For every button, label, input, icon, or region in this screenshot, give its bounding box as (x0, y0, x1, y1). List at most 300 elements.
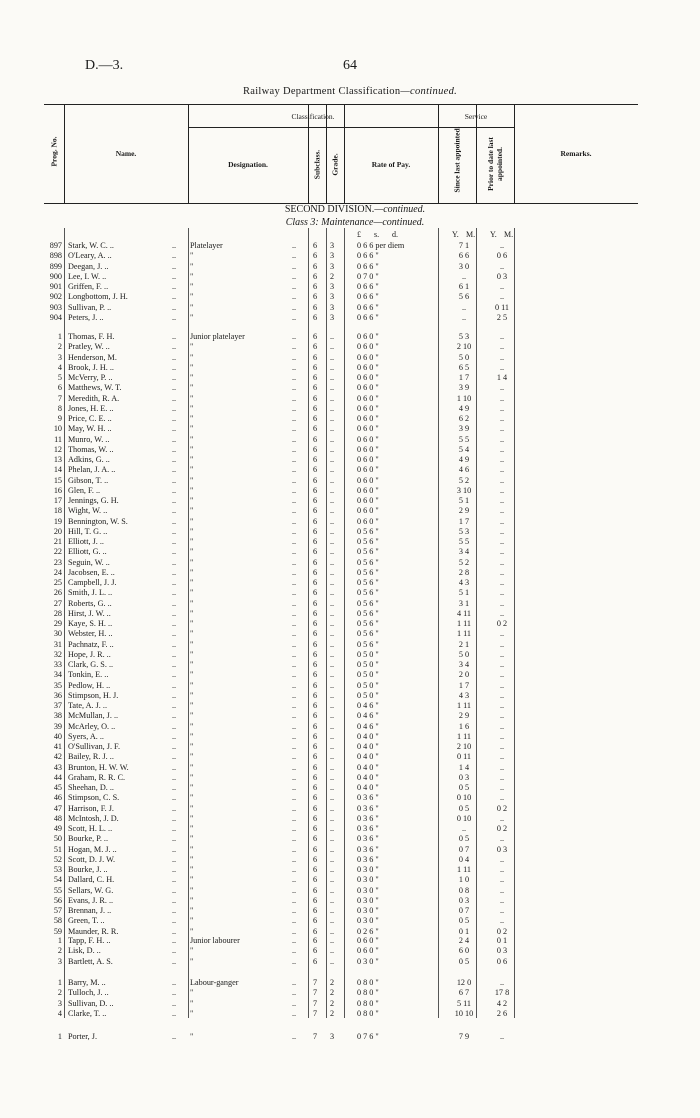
prog-no-cell: 30 (53, 629, 62, 639)
since-last-appointed-cell: 1 11 (456, 701, 472, 710)
prior-to-last-appointed-cell: 2 5 (496, 312, 508, 322)
table-row (0, 916, 700, 926)
rate-of-pay-cell: 0 5 6 " (357, 639, 379, 649)
rate-of-pay-cell: 0 6 0 " (357, 496, 379, 505)
since-last-appointed-cell: 5 3 (458, 332, 470, 341)
leader-dots: .. (292, 475, 297, 485)
employee-name-cell: Deegan, J. .. (68, 261, 109, 271)
since-last-appointed-cell: 0 3 (458, 895, 470, 905)
employee-name-cell: Jennings, G. H. (68, 496, 119, 505)
table-row (0, 896, 700, 906)
subclass-cell: 6 (312, 660, 318, 669)
designation-cell: " (190, 547, 194, 557)
employee-name-cell: Clark, G. S. .. (68, 660, 114, 669)
designation-cell: Platelayer (190, 241, 223, 250)
prior-to-last-appointed-cell: .. (499, 608, 505, 618)
rate-of-pay-cell: 0 3 0 " (357, 875, 379, 885)
grade-cell: .. (329, 721, 335, 731)
subclass-cell: 6 (312, 434, 318, 444)
prog-no-cell: 19 (53, 516, 62, 526)
rate-of-pay-cell: 0 6 6 per diem (357, 241, 405, 250)
leader-dots: .. (292, 772, 297, 782)
prog-no-cell: 40 (53, 731, 62, 741)
prog-no-cell: 9 (57, 414, 62, 423)
prog-no-cell: 37 (53, 701, 62, 710)
table-row (0, 978, 700, 988)
prog-no-cell: 34 (53, 670, 62, 680)
rate-of-pay-cell: 0 3 0 " (357, 956, 379, 966)
leader-dots: .. (172, 844, 177, 854)
section-heading (190, 204, 520, 215)
prog-no-cell: 31 (53, 639, 62, 649)
employee-name-cell: Wight, W. .. (68, 506, 108, 516)
rate-of-pay-cell: 0 6 6 " (357, 302, 379, 312)
prog-no-cell: 41 (53, 742, 62, 751)
subclass-cell: 6 (312, 803, 318, 813)
prior-to-last-appointed-cell: .. (499, 282, 505, 291)
table-row (0, 875, 700, 885)
subclass-cell: 6 (312, 762, 318, 772)
table-row (0, 445, 700, 455)
prior-to-last-appointed-cell: .. (499, 885, 505, 895)
since-last-appointed-cell: 1 7 (458, 516, 470, 526)
rate-of-pay-cell: 0 3 6 " (357, 834, 379, 844)
rate-of-pay-cell: 0 5 6 " (357, 537, 379, 546)
grade-cell: .. (329, 875, 335, 885)
leader-dots: .. (292, 403, 297, 413)
prog-no-cell: 18 (53, 506, 62, 516)
leader-dots: .. (172, 803, 177, 813)
employee-name-cell: Phelan, J. A. .. (68, 465, 116, 475)
leader-dots: .. (292, 434, 297, 444)
subclass-cell: 6 (312, 813, 318, 823)
table-row (0, 414, 700, 424)
leader-dots: .. (292, 793, 297, 803)
subclass-cell: 6 (312, 383, 318, 393)
leader-dots: .. (172, 793, 177, 803)
since-last-appointed-cell: 1 6 (458, 721, 470, 731)
prior-to-last-appointed-cell: .. (499, 567, 505, 577)
prior-to-last-appointed-cell: .. (499, 762, 505, 772)
name-header: Name. (115, 149, 137, 158)
prog-no-cell: 899 (49, 261, 62, 271)
subclass-cell: 6 (312, 824, 318, 833)
table-row (0, 650, 700, 660)
rate-of-pay-cell: 0 5 0 " (357, 690, 379, 700)
leader-dots: .. (292, 393, 297, 403)
employee-name-cell: Hill, T. G. .. (68, 526, 108, 536)
subclass-cell: 6 (312, 465, 318, 475)
page-title (0, 86, 700, 97)
subclass-cell: 6 (312, 588, 318, 598)
prog-no-cell: 2 (57, 342, 62, 352)
leader-dots: .. (292, 241, 297, 250)
grade-cell: .. (329, 537, 335, 546)
unit-pence: d. (392, 230, 398, 239)
subclass-cell: 6 (312, 455, 318, 464)
employee-name-cell: Brook, J. H. .. (68, 362, 114, 372)
prog-no-cell: 20 (53, 526, 62, 536)
leader-dots: .. (172, 639, 177, 649)
prog-no-cell: 12 (53, 444, 62, 454)
designation-cell: " (190, 1008, 194, 1018)
prog-no-cell: 53 (53, 865, 62, 874)
employee-name-cell: Thomas, W. .. (68, 444, 114, 454)
rate-of-pay-cell: 0 5 0 " (357, 680, 379, 690)
designation-cell: " (190, 783, 194, 792)
prior-to-last-appointed-cell: .. (499, 906, 505, 915)
since-last-appointed-cell: 6 7 (458, 988, 470, 998)
subclass-cell: 6 (312, 362, 318, 372)
since-last-appointed-cell: 4 3 (458, 578, 470, 587)
designation-cell: " (190, 946, 194, 956)
prior-to-last-appointed-cell: .. (499, 292, 505, 302)
prog-no-cell: 903 (49, 302, 62, 312)
leader-dots: .. (292, 444, 297, 454)
since-last-appointed-cell: 6 2 (458, 414, 470, 423)
leader-dots: .. (292, 649, 297, 659)
employee-name-cell: Jones, H. E. .. (68, 403, 114, 413)
subclass-cell: 7 (312, 1032, 318, 1041)
employee-name-cell: Hogan, M. J. .. (68, 844, 117, 854)
rate-of-pay-cell: 0 3 6 " (357, 793, 379, 803)
grade-cell: .. (329, 916, 335, 926)
employee-name-cell: Gibson, T. .. (68, 475, 109, 485)
rate-of-pay-cell: 0 6 6 " (357, 282, 379, 291)
prog-no-cell: 17 (53, 496, 62, 505)
subclass-cell: 6 (312, 241, 318, 250)
prog-no-cell: 900 (49, 271, 62, 281)
employee-name-cell: Sheehan, D. .. (68, 783, 114, 792)
leader-dots: .. (172, 352, 177, 362)
grade-cell: .. (329, 690, 335, 700)
grade-cell: .. (329, 834, 335, 844)
leader-dots: .. (172, 854, 177, 864)
table-row (0, 886, 700, 896)
since-last-appointed-cell: 7 9 (458, 1032, 470, 1041)
rate-of-pay-cell: 0 6 0 " (357, 414, 379, 423)
leader-dots: .. (292, 342, 297, 352)
employee-name-cell: Meredith, R. A. (68, 393, 120, 403)
leader-dots: .. (172, 956, 177, 966)
leader-dots: .. (292, 916, 297, 926)
table-row (0, 465, 700, 475)
table-row (0, 793, 700, 803)
prog-no-cell: 2 (57, 946, 62, 956)
designation-cell: " (190, 680, 194, 690)
leader-dots: .. (172, 485, 177, 495)
leader-dots: .. (172, 711, 177, 721)
employee-name-cell: Scott, D. J. W. (68, 854, 116, 864)
leader-dots: .. (292, 834, 297, 844)
subclass-cell: 6 (312, 690, 318, 700)
leader-dots: .. (292, 926, 297, 936)
subclass-cell: 6 (312, 793, 318, 803)
prior-to-last-appointed-cell: 1 4 (496, 373, 508, 382)
designation-cell: " (190, 393, 194, 403)
rate-of-pay-cell: 0 4 0 " (357, 731, 379, 741)
subclass-cell: 7 (312, 978, 318, 987)
prog-no-cell: 51 (53, 844, 62, 854)
prior-to-last-appointed-cell: .. (499, 342, 505, 352)
subclass-header: Subclass. (312, 149, 322, 180)
leader-dots: .. (292, 660, 297, 669)
table-row (0, 691, 700, 701)
employee-name-cell: Stark, W. C. .. (68, 241, 114, 250)
employee-name-cell: O'Sullivan, J. F. (68, 742, 120, 751)
rate-of-pay-cell: 0 5 0 " (357, 649, 379, 659)
table-row (0, 957, 700, 967)
leader-dots: .. (292, 465, 297, 475)
designation-cell: " (190, 988, 194, 998)
designation-cell: " (190, 465, 194, 475)
since-last-appointed-cell: 6 1 (458, 282, 470, 291)
designation-cell: " (190, 752, 194, 762)
rate-of-pay-cell: 0 3 6 " (357, 854, 379, 864)
subclass-cell: 6 (312, 885, 318, 895)
employee-name-cell: Roberts, G. .. (68, 598, 112, 608)
grade-cell: .. (329, 373, 335, 382)
since-last-appointed-cell: 2 10 (456, 742, 472, 751)
employee-name-cell: Munro, W. .. (68, 434, 110, 444)
subclass-cell: 6 (312, 783, 318, 792)
leader-dots: .. (292, 271, 297, 281)
subclass-cell: 6 (312, 414, 318, 423)
section-continued: —continued. (374, 204, 426, 215)
prog-no-cell: 1 (57, 332, 62, 341)
table-row (0, 855, 700, 865)
grade-cell: .. (329, 403, 335, 413)
designation-cell: " (190, 261, 194, 271)
prior-to-last-appointed-cell: .. (499, 485, 505, 495)
employee-name-cell: Porter, J. (68, 1032, 98, 1041)
prog-no-cell: 47 (53, 803, 62, 813)
leader-dots: .. (292, 373, 297, 382)
since-last-appointed-cell: 3 1 (458, 598, 470, 608)
rate-of-pay-cell: 0 8 0 " (357, 978, 379, 987)
subclass-cell: 6 (312, 292, 318, 302)
grade-cell: 3 (329, 241, 335, 250)
leader-dots: .. (172, 557, 177, 567)
leader-dots: .. (172, 282, 177, 291)
leader-dots: .. (292, 844, 297, 854)
rate-of-pay-cell: 0 4 6 " (357, 721, 379, 731)
prog-no-cell: 57 (53, 906, 62, 915)
employee-name-cell: Elliott, G. .. (68, 547, 107, 557)
rate-of-pay-cell: 0 7 6 " (357, 1032, 379, 1041)
prior-to-last-appointed-cell: .. (499, 526, 505, 536)
prior-to-last-appointed-cell: .. (499, 854, 505, 864)
prior-to-last-appointed-cell: .. (499, 701, 505, 710)
table-row (0, 824, 700, 834)
subclass-cell: 6 (312, 670, 318, 680)
rate-of-pay-cell: 0 6 0 " (357, 403, 379, 413)
grade-cell: .. (329, 793, 335, 803)
rate-of-pay-cell: 0 6 0 " (357, 352, 379, 362)
leader-dots: .. (172, 261, 177, 271)
grade-cell: 3 (329, 261, 335, 271)
since-last-appointed-cell: 5 6 (458, 292, 470, 302)
rate-of-pay-cell: 0 4 0 " (357, 742, 379, 751)
unit-years: Y. (490, 230, 497, 239)
designation-cell: " (190, 793, 194, 803)
prog-no-cell: 13 (53, 455, 62, 464)
prior-to-last-appointed-cell: .. (499, 496, 505, 505)
prior-to-last-appointed-cell: 0 3 (496, 946, 508, 956)
subclass-cell: 6 (312, 547, 318, 557)
prog-no-cell: 29 (53, 619, 62, 628)
designation-cell: " (190, 414, 194, 423)
grade-cell: 3 (329, 282, 335, 291)
unit-shillings: s. (374, 230, 380, 239)
designation-cell: " (190, 537, 194, 546)
employee-name-cell: Tulloch, J. .. (68, 988, 109, 998)
subclass-cell: 6 (312, 393, 318, 403)
table-row (0, 609, 700, 619)
rate-of-pay-cell: 0 3 0 " (357, 906, 379, 915)
grade-cell: .. (329, 557, 335, 567)
prog-no-cell: 15 (53, 475, 62, 485)
leader-dots: .. (292, 701, 297, 710)
page-reference: D.—3. (85, 58, 124, 73)
leader-dots: .. (172, 332, 177, 341)
designation-cell: " (190, 292, 194, 302)
prog-no-cell: 28 (53, 608, 62, 618)
grade-cell: .. (329, 813, 335, 823)
prog-no-header: Prog. No. (49, 136, 59, 167)
table-row (0, 845, 700, 855)
prior-to-last-appointed-cell: 0 11 (494, 302, 510, 312)
since-last-appointed-cell: 5 2 (458, 475, 470, 485)
rate-of-pay-cell: 0 5 6 " (357, 567, 379, 577)
designation-cell: " (190, 875, 194, 885)
leader-dots: .. (292, 567, 297, 577)
leader-dots: .. (172, 393, 177, 403)
rate-of-pay-cell: 0 6 0 " (357, 373, 379, 382)
since-last-appointed-cell: 0 3 (458, 772, 470, 782)
employee-name-cell: Longbottom, J. H. (68, 292, 128, 302)
rate-of-pay-cell: 0 4 0 " (357, 762, 379, 772)
rate-of-pay-cell: 0 5 0 " (357, 670, 379, 680)
since-last-appointed-cell: 4 3 (458, 690, 470, 700)
subclass-cell: 6 (312, 475, 318, 485)
table-row (0, 783, 700, 793)
prog-no-cell: 46 (53, 793, 62, 803)
rate-of-pay-cell: 0 6 0 " (357, 465, 379, 475)
subclass-cell: 6 (312, 282, 318, 291)
table-row (0, 946, 700, 956)
employee-name-cell: Kaye, S. H. .. (68, 619, 113, 628)
leader-dots: .. (172, 701, 177, 710)
since-last-appointed-cell: 1 11 (456, 865, 472, 874)
leader-dots: .. (292, 251, 297, 261)
prior-to-last-appointed-cell: .. (499, 424, 505, 434)
grade-cell: .. (329, 424, 335, 434)
leader-dots: .. (172, 629, 177, 639)
rate-of-pay-cell: 0 6 6 " (357, 251, 379, 261)
designation-cell: " (190, 496, 194, 505)
employee-name-cell: Sullivan, P. .. (68, 302, 112, 312)
leader-dots: .. (172, 362, 177, 372)
subclass-cell: 6 (312, 721, 318, 731)
since-last-appointed-cell: 2 8 (458, 567, 470, 577)
leader-dots: .. (292, 978, 297, 987)
leader-dots: .. (172, 885, 177, 895)
since-last-appointed-cell: 1 7 (458, 373, 470, 382)
table-row (0, 1009, 700, 1019)
since-last-appointed-cell: 0 5 (458, 916, 470, 926)
designation-cell: Junior labourer (190, 936, 240, 945)
table-row (0, 619, 700, 629)
subclass-cell: 6 (312, 444, 318, 454)
grade-cell: .. (329, 906, 335, 915)
unit-pounds: £ (357, 230, 361, 239)
grade-cell: .. (329, 444, 335, 454)
table-row (0, 599, 700, 609)
subclass-cell: 6 (312, 834, 318, 844)
leader-dots: .. (292, 906, 297, 915)
leader-dots: .. (172, 403, 177, 413)
employee-name-cell: Jacobsen, E. .. (68, 567, 115, 577)
rate-of-pay-cell: 0 6 0 " (357, 936, 379, 945)
rate-of-pay-cell: 0 3 0 " (357, 916, 379, 926)
since-last-appointed-cell: 1 0 (458, 875, 470, 885)
leader-dots: .. (292, 282, 297, 291)
leader-dots: .. (292, 639, 297, 649)
since-last-appointed-cell: 5 5 (458, 434, 470, 444)
table-row (0, 568, 700, 578)
employee-name-cell: Elliott, J. .. (68, 537, 104, 546)
leader-dots: .. (172, 547, 177, 557)
prog-no-cell: 25 (53, 578, 62, 587)
table-row (0, 292, 700, 302)
subclass-cell: 6 (312, 854, 318, 864)
since-last-appointed-cell: 6 6 (458, 251, 470, 261)
rate-of-pay-cell: 0 4 0 " (357, 752, 379, 762)
designation-cell: " (190, 516, 194, 526)
table-row (0, 517, 700, 527)
leader-dots: .. (172, 312, 177, 322)
prior-to-last-appointed-cell: 0 3 (496, 271, 508, 281)
since-last-appointed-cell: 2 10 (456, 342, 472, 352)
designation-cell: " (190, 813, 194, 823)
designation-cell: " (190, 557, 194, 567)
designation-cell: " (190, 956, 194, 966)
prog-no-cell: 6 (57, 383, 62, 393)
leader-dots: .. (292, 854, 297, 864)
grade-cell: .. (329, 475, 335, 485)
designation-cell: " (190, 312, 194, 322)
prior-to-last-appointed-cell: .. (499, 241, 505, 250)
rate-of-pay-cell: 0 6 0 " (357, 362, 379, 372)
leader-dots: .. (172, 742, 177, 751)
grade-cell: .. (329, 649, 335, 659)
prior-to-last-appointed-cell: .. (499, 434, 505, 444)
leader-dots: .. (292, 762, 297, 772)
leader-dots: .. (292, 332, 297, 341)
grade-cell: .. (329, 752, 335, 762)
leader-dots: .. (172, 998, 177, 1008)
grade-cell: 2 (329, 1008, 335, 1018)
leader-dots: .. (172, 455, 177, 464)
subclass-cell: 6 (312, 936, 318, 945)
designation-cell: " (190, 742, 194, 751)
prog-no-cell: 5 (57, 373, 62, 382)
prog-no-cell: 42 (53, 752, 62, 762)
grade-cell: .. (329, 895, 335, 905)
subclass-cell: 6 (312, 649, 318, 659)
prior-to-last-appointed-cell: 4 2 (496, 998, 508, 1008)
